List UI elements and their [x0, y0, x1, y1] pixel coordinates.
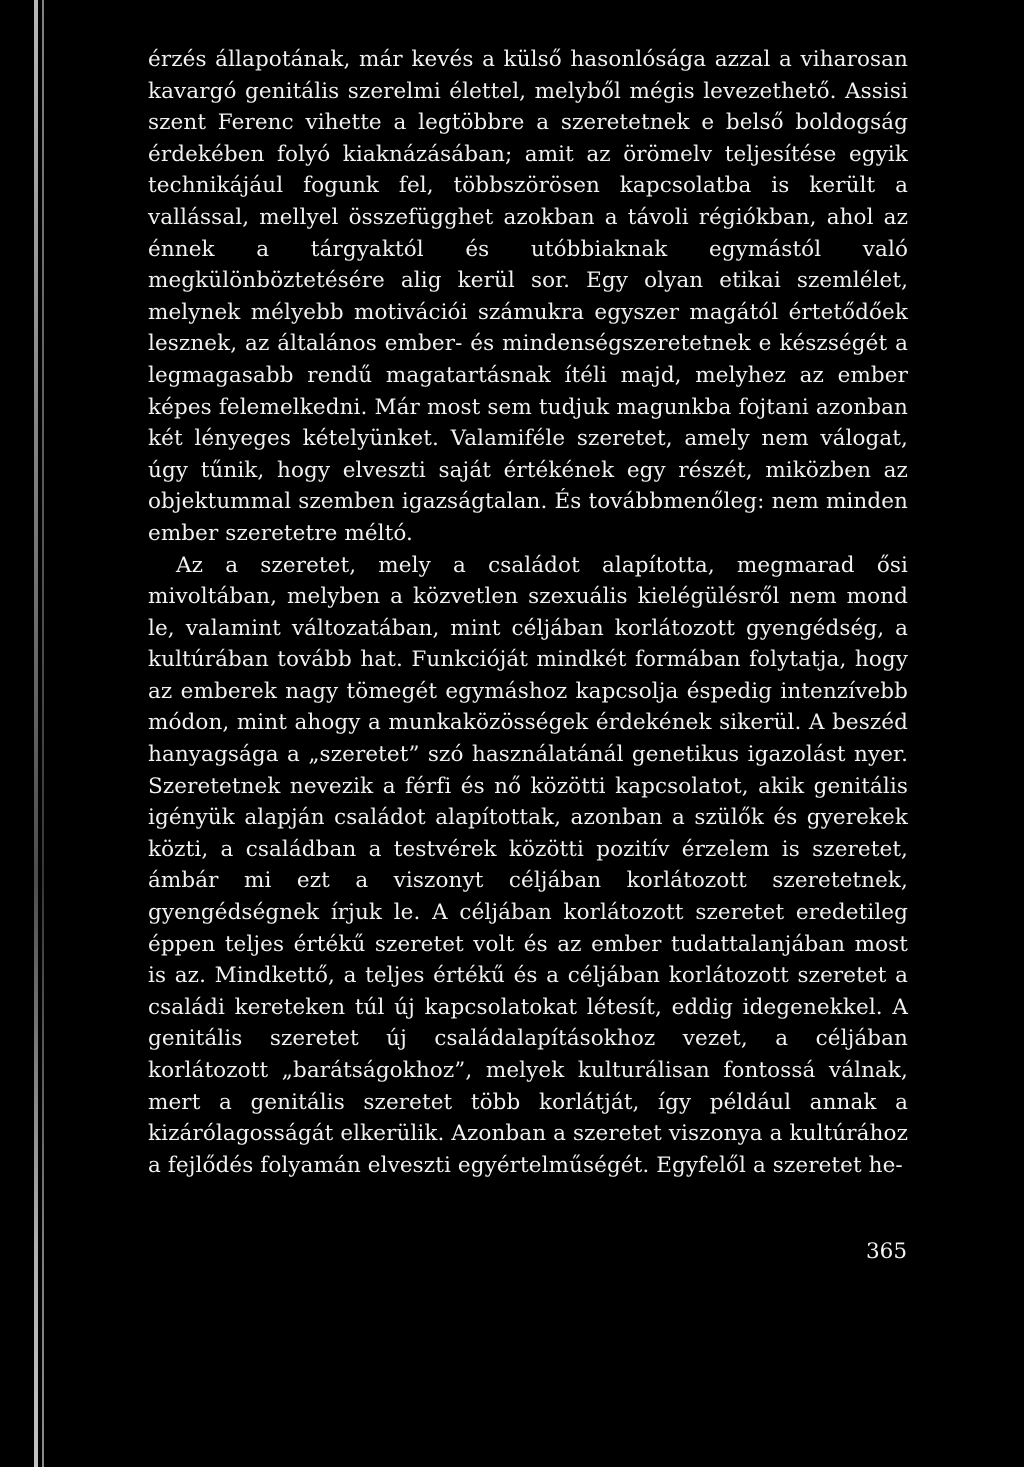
page-edge-line — [42, 0, 44, 1467]
page-number: 365 — [866, 1239, 908, 1264]
page-edge-shadow — [34, 0, 38, 1467]
paragraph-1: érzés állapotának, már kevés a külső hasonlósága azzal a viharosan kavargó genitális szerelmi élettel, melyből mégis levezethető. Assisi szent Ferenc vihette a legtöbbre a szeretetnek e belső boldogság érdekében folyó kiaknázásában; amit az örömelv teljesítése egyik technikájául fogunk fel, többszörösen kapcsolatba is került a vallással, mellyel összefügghet azokban a távoli régiókban, ahol az énnek a tárgyaktól és utóbbiaknak egymástól való megkülönböztetésére alig kerül sor. Egy olyan etikai szemlélet, melynek mélyebb motivációi számukra egyszer magától értetődőek lesznek, az általános ember- és mindenségszeretetnek e készségét a legmagasabb rendű magatartásnak ítéli majd, melyhez az ember képes felemelkedni. Már most sem tudjuk magunkba fojtani azonban két lényeges kételyünket. Valamiféle szeretet, amely nem válogat, úgy tűnik, hogy elveszti saját értékének egy részét, miközben az objektummal szemben igazságtalan. És továbbmenőleg: nem minden ember szeretetre méltó. — [148, 47, 908, 546]
paragraph-2: Az a szeretet, mely a családot alapította, megmarad ősi mivoltában, melyben a közvetlen szexuális kielégülésről nem mond le, valamint változatában, mint céljában korlátozott gyengédség, a kultúrában tovább hat. Funkcióját mindkét formában folytatja, hogy az emberek nagy tömegét egymáshoz kapcsolja éspedig intenzívebb módon, mint ahogy a munkaközösségek érdekének sikerül. A beszéd hanyagsága a „szeretet” szó használatánál genetikus igazolást nyer. Szeretetnek nevezik a férfi és nő közötti kapcsolatot, akik genitális igényük alapján családot alapítottak, azonban a szülők és gyerekek közti, a családban a testvérek közötti pozitív érzelem is szeretet, ámbár mi ezt a viszonyt céljában korlátozott szeretetnek, gyengédségnek írjuk le. A céljában korlátozott szeretet eredetileg éppen teljes értékű szeretet volt és az ember tudattalanjában most is az. Mindkettő, a teljes értékű és a céljában korlátozott szeretet a családi kereteken túl új kapcsolatokat létesít, eddig idegenekkel. A genitális szeretet új családalapításokhoz vezet, a céljában korlátozott „barátságokhoz”, melyek kulturálisan fontossá válnak, mert a genitális szeretet több korlátját, így például annak a kizárólagosságát elkerülik. Azonban a szeretet viszonya a kultúrához a fejlődés folyamán elveszti egyértelműségét. Egyfelől a szeretet he- — [148, 552, 908, 1178]
body-text — [148, 44, 908, 1181]
